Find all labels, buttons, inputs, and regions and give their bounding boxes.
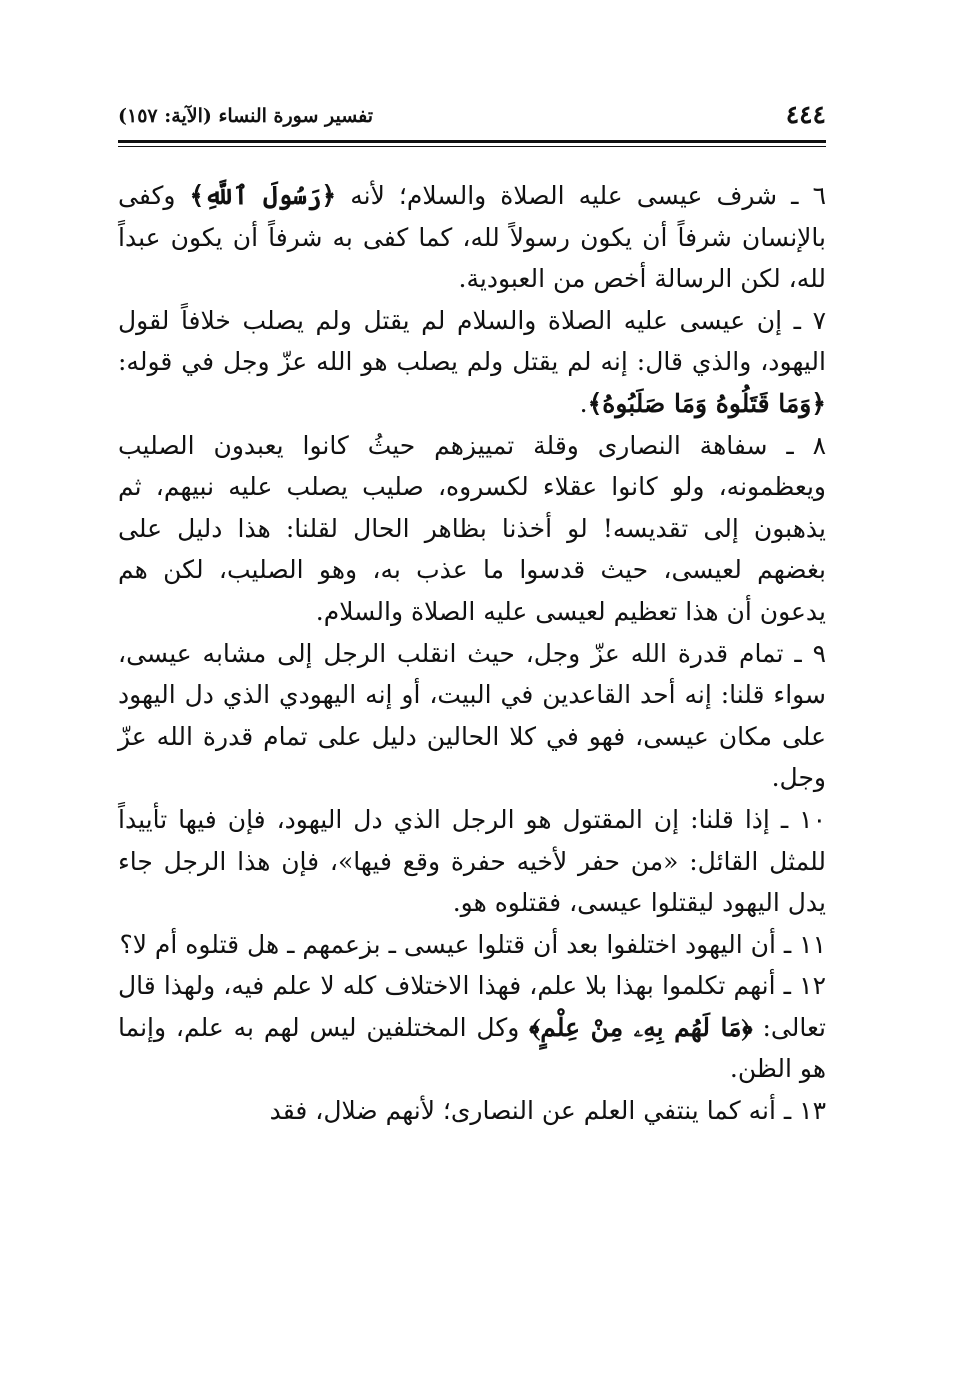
paragraph-8	[118, 425, 826, 633]
header-rule-thin	[118, 146, 826, 147]
paragraph-text: وكل المختلفين ليس لهم به علم، وإنما هو الظن.	[118, 1012, 826, 1084]
running-title: تفسير سورة النساء (الآية: ١٥٧)	[118, 105, 374, 127]
header-rule-thick	[118, 140, 826, 143]
paragraph-13	[118, 1090, 826, 1132]
paragraph-10	[118, 799, 826, 924]
quran-quote: ﴿وَمَا قَتَلُوهُ وَمَا صَلَبُوهُ﴾	[587, 388, 826, 418]
paragraph-12	[118, 965, 826, 1090]
quran-quote: ﴿رَسُولَ ٱللَّهِ﴾	[189, 181, 337, 210]
paragraph-text: ٦ ـ شرف عيسى عليه الصلاة والسلام؛ لأنه	[336, 181, 826, 210]
paragraph-7	[118, 300, 826, 425]
paragraph-text: ١٢ ـ أنهم تكلموا بهذا بلا علم، فهذا الاختلاف كله لا علم فيه، ولهذا قال تعالى:	[118, 971, 826, 1042]
paragraph-9	[118, 633, 826, 799]
quran-quote: ﴿مَا لَهُم بِهِۦ مِنْ عِلْمٍ﴾	[529, 1012, 753, 1042]
paragraph-11	[118, 924, 826, 966]
paragraph-text: ١٠ ـ إذا قلنا: إن المقتول هو الرجل الذي دل اليهود، فإن فيها تأييداً للمثل القائل: «من حفر لأخيه حفرة وقع فيها»، فإن هذا الرجل جاء يدل اليهود ليقتلوا عيسى، فقتلوه هو.	[118, 804, 826, 918]
paragraph-text: ١٣ ـ أنه كما ينتفي العلم عن النصارى؛ لأنهم ضلال، فقد	[269, 1096, 826, 1126]
page-header	[118, 96, 826, 136]
body-text	[118, 175, 826, 1132]
page-number: ٤٤٤	[785, 100, 826, 129]
paragraph-text: ٨ ـ سفاهة النصارى وقلة تمييزهم حيثُ كانوا يعبدون الصليب ويعظمونه، ولو كانوا عقلاء لكسروه، صليب يصلب عليه نبيهم، ثم يذهبون إلى تقديسه! لو أخذنا بظاهر الحال لقلنا: هذا دليل على بغضهم لعيسى، حيث قدسوا ما عذب به، وهو الصليب، لكن هم يدعون أن هذا تعظيم لعيسى عليه الصلاة والسلام.	[118, 430, 826, 626]
paragraph-text: وكفى بالإنسان شرفاً أن يكون رسولاً لله، كما كفى به شرفاً أن يكون عبداً لله، لكن الرسالة أخص من العبودية.	[118, 181, 826, 294]
paragraph-text: ١١ ـ أن اليهود اختلفوا بعد أن قتلوا عيسى ـ بزعمهم ـ هل قتلوه أم لا؟	[119, 929, 826, 959]
paragraph-text: .	[579, 388, 588, 418]
paragraph-text: ٧ ـ إن عيسى عليه الصلاة والسلام لم يقتل ولم يصلب خلافاً لقول اليهود، والذي قال: إنه لم يقتل ولم يصلب هو الله عزّ وجل في قوله:	[118, 305, 826, 377]
paragraph-text: ٩ ـ تمام قدرة الله عزّ وجل، حيث انقلب الرجل إلى مشابه عيسى، سواء قلنا: إنه أحد القاعدين في البيت، أو إنه اليهودي الذي دل اليهود على مكان عيسى، فهو في كلا الحالين دليل على تمام قدرة الله عزّ وجل.	[118, 638, 826, 793]
paragraph-6	[118, 175, 826, 300]
